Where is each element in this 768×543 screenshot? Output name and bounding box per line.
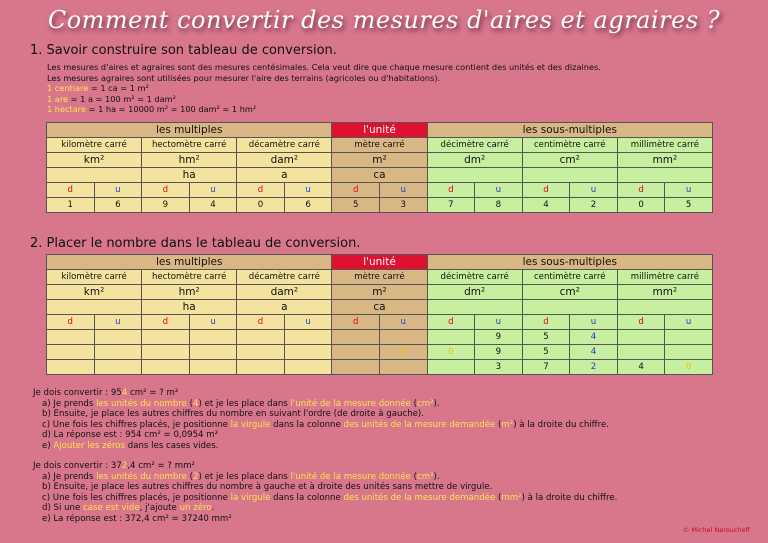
digit-cell: 4 — [570, 345, 618, 360]
dizaines-label: d — [427, 183, 475, 198]
step-d: d) La réponse est : 954 cm² = 0,0954 m² — [42, 430, 219, 441]
text: ). — [433, 398, 440, 409]
agraire-unit — [522, 300, 617, 315]
highlight: 2 — [193, 471, 199, 482]
definition: = 1 ha = 10000 m² = 100 dam² = 1 hm² — [86, 104, 257, 114]
step-c — [33, 420, 609, 431]
group-unit: l'unité — [332, 255, 427, 270]
highlight: cm² — [417, 471, 434, 482]
digit-cell — [379, 360, 427, 375]
digit-cell: 6 — [94, 198, 142, 213]
symbols-row — [47, 285, 713, 300]
agraire-unit — [522, 168, 617, 183]
text: ( — [410, 398, 417, 409]
unit-name: décamètre carré — [237, 138, 332, 153]
text: ) et je les place dans — [198, 471, 291, 482]
highlight: l'unité de la mesure donnée — [290, 471, 411, 482]
digit-cell: 2 — [570, 198, 618, 213]
unites-label: u — [94, 315, 142, 330]
digit-cell: 0 , — [379, 345, 427, 360]
dizaines-label: d — [522, 183, 570, 198]
digit-cell — [284, 345, 332, 360]
agraire-unit — [427, 300, 522, 315]
digit-cell: 9 — [142, 198, 190, 213]
intro-line: Les mesures d'aires et agraires sont des mesures centésimales. Cela veut dire que chaque mesure contient des unités et des dizaines. — [47, 62, 601, 72]
dizaines-label: d — [617, 183, 665, 198]
unit-name: kilomètre carré — [47, 138, 142, 153]
unites-label: u — [284, 315, 332, 330]
text: . — [211, 503, 215, 514]
digit-cell — [189, 345, 237, 360]
digit-cell: 5 — [665, 198, 713, 213]
term: 1 hectare — [47, 104, 86, 114]
text: dans la colonne — [270, 419, 344, 430]
text: , j'ajoute — [139, 503, 180, 514]
dizaines-label: d — [522, 315, 570, 330]
unit-name: mètre carré — [332, 270, 427, 285]
text: ( — [495, 492, 502, 503]
text: ) et je les place dans — [198, 398, 291, 409]
example-2 — [33, 461, 617, 525]
unites-label: u — [665, 183, 713, 198]
highlight: les unités du nombre — [96, 398, 187, 409]
digit-cell — [237, 345, 285, 360]
unit-name: centimètre carré — [522, 270, 617, 285]
digit-cell — [427, 360, 475, 375]
intro-line — [47, 83, 601, 94]
unites-label: u — [475, 315, 523, 330]
text: ) à la droite du chiffre. — [513, 419, 609, 430]
agraire-unit — [47, 168, 142, 183]
digit-cell: 7 — [427, 198, 475, 213]
unit-name: décamètre carré — [237, 270, 332, 285]
unit-symbol: cm² — [522, 285, 617, 300]
digit-cell: 6 — [284, 198, 332, 213]
unites-label: u — [189, 183, 237, 198]
dizaines-label: d — [617, 315, 665, 330]
digit-cell: 8 — [475, 198, 523, 213]
text: ) à la droite du chiffre. — [521, 492, 618, 503]
agraire-unit: a — [237, 300, 332, 315]
digit-cell: 5 — [332, 198, 380, 213]
highlight: 2 — [121, 461, 128, 471]
conversion-table-1 — [46, 122, 713, 213]
dizaines-label: d — [47, 315, 95, 330]
digit-cell: 3 — [475, 360, 523, 375]
definition: = 1 ca = 1 m² — [88, 83, 149, 93]
agraire-unit — [617, 168, 712, 183]
agraire-unit — [427, 168, 522, 183]
unit-name: millimètre carré — [617, 138, 712, 153]
highlight: cm² — [417, 398, 434, 409]
digit-cell — [332, 345, 380, 360]
digit-cell: 0 , — [665, 360, 713, 375]
conversion-table-2 — [46, 254, 713, 375]
unit-symbol: m² — [332, 153, 427, 168]
digit-cell — [427, 330, 475, 345]
agraire-unit: ca — [332, 168, 427, 183]
names-row — [47, 270, 713, 285]
unites-label: u — [94, 183, 142, 198]
digit-cell — [142, 345, 190, 360]
term: 1 are — [47, 93, 69, 104]
digit-cell — [189, 360, 237, 375]
text: ( — [495, 419, 502, 430]
unit-symbol: dm² — [427, 285, 522, 300]
unit-symbol: hm² — [142, 153, 237, 168]
unites-label: u — [665, 315, 713, 330]
example-row — [47, 330, 713, 345]
step-c — [33, 493, 617, 504]
example-row — [47, 345, 713, 360]
step-b: b) Ensuite, je place les autres chiffres du nombre à gauche et à droite des unités sans mettre de virgule. — [42, 482, 493, 493]
highlight: Ajouter les zéros — [53, 440, 126, 451]
unit-symbol: cm² — [522, 153, 617, 168]
digits-row — [47, 198, 713, 213]
digit-cell — [332, 360, 380, 375]
highlight: les unités du nombre — [96, 471, 187, 482]
digit-cell: 3 — [379, 198, 427, 213]
highlight: 4 — [121, 388, 128, 398]
unit-name: hectomètre carré — [142, 270, 237, 285]
text: ( — [186, 471, 194, 482]
highlight: 4 — [193, 398, 199, 409]
agraire-unit — [617, 300, 712, 315]
unites-label: u — [379, 183, 427, 198]
text: c) Une fois les chiffres placés, je positionne — [42, 492, 231, 503]
page-title: Comment convertir des mesures d'aires et agraires ? — [47, 6, 721, 34]
digit-cell: 7 — [522, 360, 570, 375]
unites-label: u — [570, 183, 618, 198]
dizaines-label: d — [237, 183, 285, 198]
digit-cell — [47, 360, 95, 375]
text: ,4 cm² = ? mm² — [127, 461, 195, 471]
unit-symbol: km² — [47, 153, 142, 168]
group-unit: l'unité — [332, 123, 427, 138]
step-e — [33, 441, 609, 452]
highlight: m² — [501, 419, 514, 430]
unites-label: u — [475, 183, 523, 198]
text: ( — [410, 471, 417, 482]
digit-cell — [47, 345, 95, 360]
unit-symbol: m² — [332, 285, 427, 300]
dizaines-label: d — [237, 315, 285, 330]
step-a — [33, 472, 617, 483]
digit-cell — [142, 330, 190, 345]
digit-cell: 9 — [475, 345, 523, 360]
digit-cell: 5 — [522, 345, 570, 360]
unit-name: décimètre carré — [427, 138, 522, 153]
digit-cell — [47, 330, 95, 345]
digit-cell: 2 — [570, 360, 618, 375]
digit-cell: 5 — [522, 330, 570, 345]
step-a — [33, 399, 609, 410]
digit-cell — [284, 360, 332, 375]
unit-symbol: mm² — [617, 285, 712, 300]
digit-cell: 4 — [189, 198, 237, 213]
symbols-row — [47, 153, 713, 168]
step-d — [33, 503, 617, 514]
intro-text — [47, 62, 601, 115]
group-sub-multiples: les sous-multiples — [427, 255, 712, 270]
digit-cell — [665, 345, 713, 360]
digit-cell: 9 — [475, 330, 523, 345]
du-row — [47, 183, 713, 198]
digit-cell — [237, 360, 285, 375]
digit-cell — [284, 330, 332, 345]
du-row — [47, 315, 713, 330]
highlight: l'unité de la mesure donnée — [290, 398, 411, 409]
text: ). — [433, 471, 440, 482]
group-multiples: les multiples — [47, 123, 332, 138]
unit-name: millimètre carré — [617, 270, 712, 285]
text: d) Si une — [42, 503, 84, 514]
agraire-unit: ha — [142, 300, 237, 315]
digit-cell: 1 — [47, 198, 95, 213]
unit-symbol: mm² — [617, 153, 712, 168]
text: ( — [186, 398, 194, 409]
digit-cell: 4 — [617, 360, 665, 375]
unit-name: décimètre carré — [427, 270, 522, 285]
highlight: la virgule — [230, 492, 271, 503]
section-heading-1: 1. Savoir construire son tableau de conversion. — [30, 43, 337, 58]
group-multiples: les multiples — [47, 255, 332, 270]
text: Je dois convertir : 37 — [33, 461, 122, 471]
text: e) — [42, 440, 54, 451]
unit-symbol: km² — [47, 285, 142, 300]
digit-cell — [617, 330, 665, 345]
digit-cell: 0 — [427, 345, 475, 360]
digit-cell — [617, 345, 665, 360]
digit-cell: 0 — [237, 198, 285, 213]
example-row — [47, 360, 713, 375]
highlight: un zéro — [179, 503, 212, 514]
agraire-row — [47, 300, 713, 315]
unit-symbol: dm² — [427, 153, 522, 168]
credit: © Michel Neroucheff — [682, 526, 750, 534]
agraire-unit — [47, 300, 142, 315]
unit-symbol: dam² — [237, 153, 332, 168]
example-1 — [33, 388, 609, 452]
unit-symbol: hm² — [142, 285, 237, 300]
group-sub-multiples: les sous-multiples — [427, 123, 712, 138]
digit-cell — [94, 330, 142, 345]
text: a) Je prends — [42, 398, 97, 409]
agraire-unit: ha — [142, 168, 237, 183]
text: dans les cases vides. — [125, 440, 219, 451]
dizaines-label: d — [47, 183, 95, 198]
digit-cell — [237, 330, 285, 345]
dizaines-label: d — [142, 315, 190, 330]
step-b: b) Ensuite, je place les autres chiffres du nombre en suivant l'ordre (de droite à gauche). — [42, 409, 425, 420]
step-e: e) La réponse est : 372,4 cm² = 37240 mm² — [42, 513, 232, 524]
highlight: case est vide — [83, 503, 140, 514]
agraire-unit: a — [237, 168, 332, 183]
text: c) Une fois les chiffres placés, je positionne — [42, 419, 231, 430]
unites-label: u — [379, 315, 427, 330]
unit-name: mètre carré — [332, 138, 427, 153]
example-heading — [33, 461, 617, 472]
agraire-unit: ca — [332, 300, 427, 315]
unit-name: centimètre carré — [522, 138, 617, 153]
names-row — [47, 138, 713, 153]
unites-label: u — [284, 183, 332, 198]
dizaines-label: d — [332, 315, 380, 330]
dizaines-label: d — [332, 183, 380, 198]
dizaines-label: d — [427, 315, 475, 330]
digit-cell — [189, 330, 237, 345]
digit-cell: 4 — [522, 198, 570, 213]
digit-cell — [94, 360, 142, 375]
highlight: des unités de la mesure demandée — [343, 492, 496, 503]
term: 1 centiare — [47, 83, 89, 93]
digit-cell: 4 — [570, 330, 618, 345]
digit-cell — [94, 345, 142, 360]
unit-symbol: dam² — [237, 285, 332, 300]
text: cm² = ? m² — [127, 388, 179, 398]
text: dans la colonne — [270, 492, 344, 503]
dizaines-label: d — [142, 183, 190, 198]
text: a) Je prends — [42, 471, 97, 482]
intro-line — [47, 104, 601, 115]
digit-cell — [379, 330, 427, 345]
section-heading-2: 2. Placer le nombre dans le tableau de conversion. — [30, 236, 361, 251]
highlight: mm² — [501, 492, 522, 503]
unit-name: kilomètre carré — [47, 270, 142, 285]
digit-cell — [332, 330, 380, 345]
unit-name: hectomètre carré — [142, 138, 237, 153]
highlight: des unités de la mesure demandée — [343, 419, 496, 430]
digit-cell — [142, 360, 190, 375]
unites-label: u — [570, 315, 618, 330]
intro-line — [47, 94, 601, 105]
highlight: la virgule — [230, 419, 271, 430]
definition: = 1 a = 100 m² = 1 dam² — [68, 93, 176, 104]
text: Je dois convertir : 95 — [33, 388, 122, 398]
digit-cell: 0 — [617, 198, 665, 213]
digit-cell — [665, 330, 713, 345]
example-heading — [33, 388, 609, 399]
unites-label: u — [189, 315, 237, 330]
intro-line: Les mesures agraires sont utilisées pour mesurer l'aire des terrains (agricoles ou d'habitations). — [47, 72, 441, 83]
agraire-row — [47, 168, 713, 183]
